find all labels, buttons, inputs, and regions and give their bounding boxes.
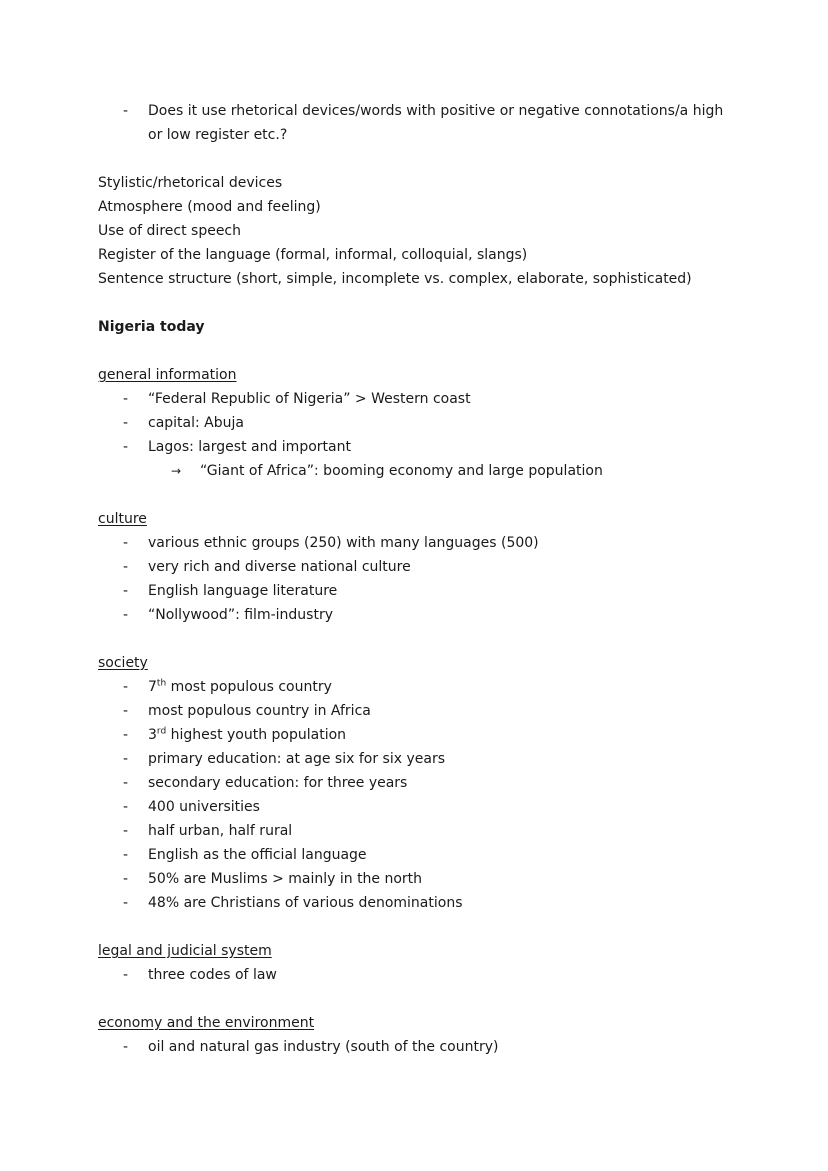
list-item-text: most populous country [166,679,332,695]
list-item-text: highest youth population [166,727,347,743]
sub-list-item-text: “Giant of Africa”: booming economy and large population [200,463,603,479]
list-item: - “Federal Republic of Nigeria” > Western coast [98,387,738,411]
list-item: - half urban, half rural [98,819,738,843]
list-item: - Lagos: largest and important [98,435,738,459]
analysis-point: Use of direct speech [98,223,242,239]
list-item: - capital: Abuja [98,411,738,435]
analysis-point: Register of the language (formal, informal, colloquial, slangs) [98,247,528,263]
ordinal-suffix: rd [156,726,167,737]
list-item: - three codes of law [98,963,738,987]
section-heading: legal and judicial system [98,943,272,959]
list-item: - very rich and diverse national culture [98,555,738,579]
section-title: Nigeria today [98,319,205,335]
sub-list-item [98,459,738,483]
society-section [98,651,738,915]
ordinal-number: 7 [148,679,157,695]
list-item [98,723,738,747]
list-item: - “Nollywood”: film-industry [98,603,738,627]
ordinal-number: 3 [148,727,157,743]
list-item: - English language literature [98,579,738,603]
list-item: - 48% are Christians of various denominations [98,891,738,915]
list-item: - secondary education: for three years [98,771,738,795]
list-item: - 50% are Muslims > mainly in the north [98,867,738,891]
list-item: - primary education: at age six for six years [98,747,738,771]
section-heading: culture [98,511,147,527]
analysis-point: Sentence structure (short, simple, incomplete vs. complex, elaborate, sophisticated) [98,271,692,287]
analysis-point: Stylistic/rhetorical devices [98,175,283,191]
analysis-points [98,171,738,291]
list-item: - most populous country in Africa [98,699,738,723]
analysis-point: Atmosphere (mood and feeling) [98,199,321,215]
culture-section [98,507,738,627]
section-heading: general information [98,367,237,383]
ordinal-suffix: th [156,678,167,689]
list-item: - English as the official language [98,843,738,867]
section-heading: society [98,655,148,671]
list-item: - various ethnic groups (250) with many languages (500) [98,531,738,555]
list-item: - oil and natural gas industry (south of the country) [98,1035,738,1059]
list-item: - 400 universities [98,795,738,819]
general-section [98,363,738,483]
legal-section [98,939,738,987]
intro-bullet: - Does it use rhetorical devices/words with positive or negative connotations/a high or low register etc.? [98,99,738,147]
list-item [98,675,738,699]
arrow-right-icon: → [171,464,182,478]
document-page [98,99,738,1059]
section-heading: economy and the environment [98,1015,315,1031]
economy-section [98,1011,738,1059]
